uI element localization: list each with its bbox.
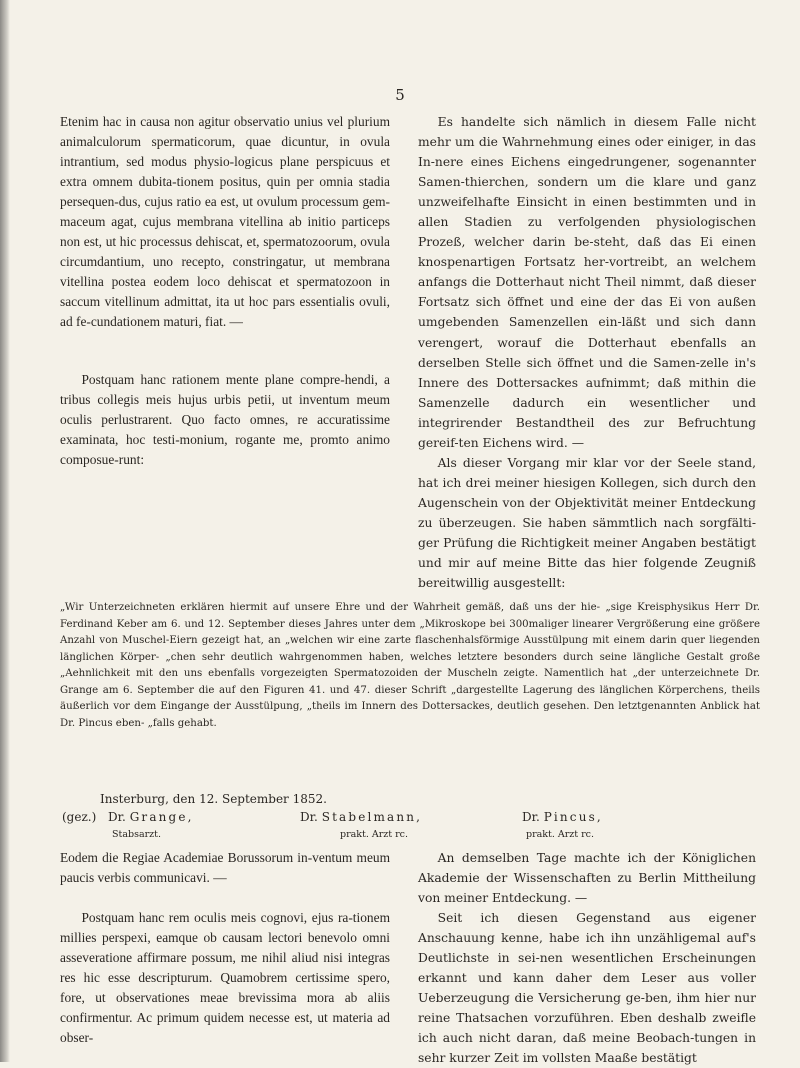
signature-gez: (gez.) xyxy=(62,810,97,824)
german-text: An demselben Tage machte ich der Königlichen Akademie der Wissenschaften zu Berlin Mittheilung von meiner Entdeckung. — xyxy=(418,851,756,906)
signature-2-role: prakt. Arzt rc. xyxy=(340,829,409,840)
page-edge-shadow xyxy=(0,0,10,1062)
signature-3-prefix: Dr. xyxy=(522,810,540,824)
testimonial-quote xyxy=(60,600,760,792)
german-text: Seit ich diesen Gegenstand aus eigener Anschauung kenne, habe ich ihn unzähligemal auf's Deutlichste in sei-nen wesentlichen Erscheinungen erkannt und kann daher dem Leser aus voller Ueberzeugung die Versicherung ge-ben, ihm hier nur reine Thatsachen vorzuführen. Eben deshalb zweifle ich auch nicht daran, daß meine Beobach-tungen in sehr kurzer Zeit im vollsten Maaße bestätigt xyxy=(418,911,756,1066)
german-paragraphs-1 xyxy=(418,112,756,596)
signature-1-name: Grange, xyxy=(129,810,194,824)
signature-3 xyxy=(522,810,603,824)
latin-paragraph-4 xyxy=(60,908,390,1056)
signature-3-role: prakt. Arzt rc. xyxy=(526,829,595,840)
german-text: Es handelte sich nämlich in diesem Falle nicht mehr um die Wahrnehmung eines oder einiger, in das In-nere eines Eichens eingedrungener, sogenannter Samen-thierchen, sondern um die klare und ganz unzweifelhafte Einsicht in einen bestimmten und in allen Stadien zu verfolgenden physiologischen Prozeß, welcher darin be-steht, daß das Ei einen knospenartigen Fortsatz her-vortreibt, an welchem anfangs die Dotterhaut nicht Theil nimmt, daß dieser Fortsatz sich öffnet und eine der das Ei von außen umgebenden Samenzellen ein-läßt und sich dann verengert, worauf die Dotterhaut ebenfalls an derselben Stelle sich öffnet und die Samen-zelle in's Innere des Dottersackes aufnimmt; daß mithin die Samenzelle dadurch ein wesentlicher und integrirender Bestandtheil des zur Befruchtung gereif-ten Eichens wird. — xyxy=(418,115,756,450)
date-line: Insterburg, den 12. September 1852. xyxy=(100,792,327,806)
page-number: 5 xyxy=(395,86,405,104)
german-paragraph-4 xyxy=(418,908,756,1066)
signature-3-name: Pincus, xyxy=(543,810,603,824)
latin-text: Eodem die Regiae Academiae Borussorum in-ventum meum paucis verbis communicavi. — xyxy=(60,850,390,885)
latin-text: Etenim hac in causa non agitur observatio unius vel plurium animalculorum spermaticorum, quae dicuntur, in ovula intrantium, sed modus physio-logicus plane perspicuus et extra omnem dubita-tionem positus, quin per omnia stadia persequen-dus, cujus ratio ea est, ut ovulum processum gem-maceum agat, cujus membrana vitellina ab initio particeps non est, ut hic processus dehiscat, et, spermatozoorum, ovula circumdantium, uno recepto, constringatur, ut membrana vitellina postea eodem loco dehiscat et spermatozoon in saccum vitellinum admittat, ita ut hoc pars essentialis ovuli, ad fe-cundationem maturi, fiat. — xyxy=(60,114,390,329)
german-paragraph-3 xyxy=(418,848,756,908)
latin-paragraph-3 xyxy=(60,848,390,888)
latin-paragraph-1 xyxy=(60,112,390,329)
signature-1-prefix: Dr. xyxy=(108,810,126,824)
latin-text: Postquam hanc rem oculis meis cognovi, ejus ra-tionem millies perspexi, eamque ob causam lectori benevolo omni asseveratione affirmare possum, me nihil aliud nisi integras res hic esse descripturum. Quamobrem certissime spero, fore, ut observationes meae brevissima mora ab aliis confirmentur. Ac primum quidem necesse est, ut materia ad obser- xyxy=(60,910,390,1045)
signature-1 xyxy=(108,810,194,824)
latin-paragraph-2 xyxy=(60,370,390,490)
signature-2-prefix: Dr. xyxy=(300,810,318,824)
german-text: Als dieser Vorgang mir klar vor der Seele stand, hat ich drei meiner hiesigen Kollegen, sich durch den Augenschein von der Objektivität meiner Entdeckung zu überzeugen. Sie haben sämmtlich nach sorgfälti-ger Prüfung die Richtigkeit meiner Angaben bestätigt und mir auf meine Bitte das hier folgende Zeugniß bereitwillig ausgestellt: xyxy=(418,455,756,591)
signature-2 xyxy=(300,810,422,824)
signature-1-role: Stabsarzt. xyxy=(112,829,161,840)
testimonial-text: „Wir Unterzeichneten erklären hiermit auf unsere Ehre und der Wahrheit gemäß, daß uns der hie- „sige Kreisphysikus Herr Dr. Ferdinand Keber am 6. und 12. September dieses Jahres unter dem „Mikroskope bei 300maliger linearer Vergrößerung eine größere Anzahl von Muschel-Eiern gezeigt hat, an „welchen wir eine zarte flaschenhalsförmige Ausstülpung mit einem darin quer liegenden länglichen Körper- „chen sehr deutlich wahrgenommen haben, welches letztere besonders durch seine längliche Gestalt große „Aehnlichkeit mit den uns ebenfalls vorgezeigten Spermatozoiden der Muscheln zeigte. Namentlich hat „der unterzeichnete Dr. Grange am 6. September die auf den Figuren 41. und 47. dieser Schrift „dargestellte Lagerung des länglichen Körperchens, theils äußerlich vor dem Eingange der Ausstülpung, „theils im Innern des Dottersackes, deutlich gesehen. Den letztgenannten Anblick hat Dr. Pincus eben- „falls gehabt. xyxy=(60,602,760,729)
latin-text: Postquam hanc rationem mente plane compre-hendi, a tribus collegis meis hujus urbis petii, ut inventum meum oculis perlustrarent. Quo facto omnes, re accuratissime examinata, hoc testi-monium, rogante me, promto animo composue-runt: xyxy=(60,372,390,467)
signature-2-name: Stabelmann, xyxy=(321,810,423,824)
